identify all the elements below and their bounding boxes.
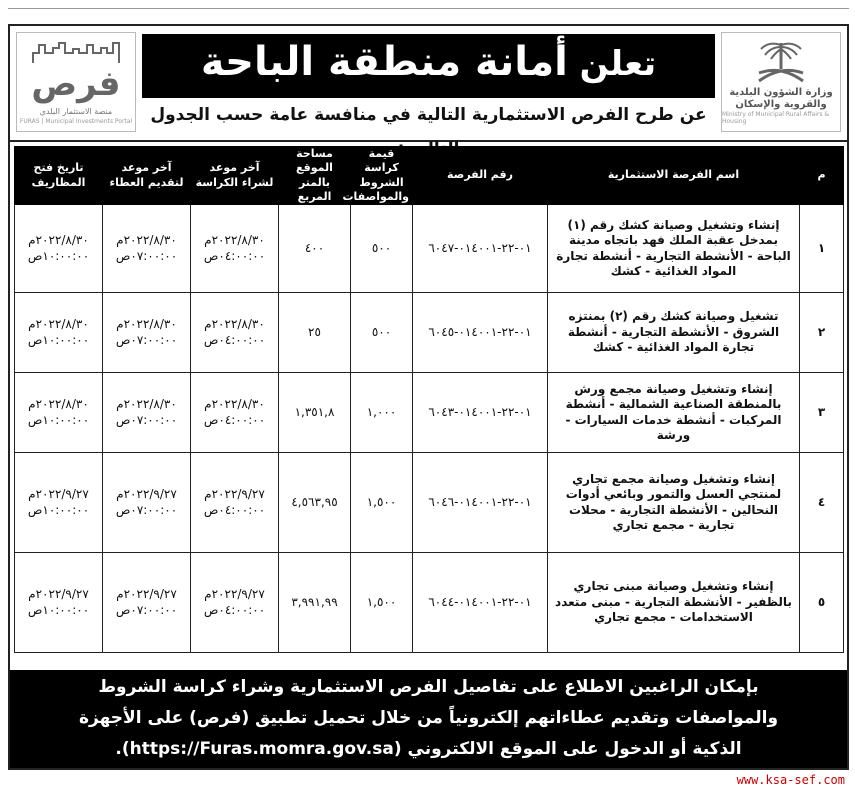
furas-logo-word: فرص (31, 64, 121, 104)
envelope-opening-date (15, 553, 103, 653)
column-header: اسم الفرصة الاستثمارية (548, 147, 800, 205)
site-area: ٣,٩٩١,٩٩ (279, 553, 351, 653)
row-number: ٥ (800, 553, 844, 653)
subtitle: عن طرح الفرص الاستثمارية التالية في منافسة عامة حسب الجدول (142, 98, 715, 132)
date-value: ٢٠٢٢/٨/٣٠م (204, 233, 265, 248)
date-value: ٢٠٢٢/٩/٢٧م (116, 487, 177, 502)
site-area: ١,٣٥١,٨ (279, 373, 351, 453)
booklet-price: ١,٥٠٠ (351, 453, 413, 553)
time-value: ١٠:٠٠:٠٠ص (27, 602, 90, 617)
site-area: ٢٥ (279, 293, 351, 373)
column-header: م (800, 147, 844, 205)
date-value: ٢٠٢٢/٨/٣٠م (116, 317, 177, 332)
table-row (15, 453, 844, 553)
booklet-deadline (191, 205, 279, 293)
submission-deadline (103, 373, 191, 453)
title-prefix: تعلن (579, 44, 657, 84)
date-value: ٢٠٢٢/٩/٢٧م (116, 587, 177, 602)
row-number: ١ (800, 205, 844, 293)
table-row (15, 293, 844, 373)
time-value: ٠٧:٠٠:٠٠ص (115, 332, 178, 347)
furas-logo (16, 32, 136, 132)
furas-logo-subtitle: منصة الاستثمار البلدي (39, 107, 113, 116)
opportunity-name: إنشاء وتشغيل وصيانة مبنى تجاري بالظفير - الأنشطة التجارية - مبنى متعدد الاستخدامات - مجمع تجاري (548, 553, 800, 653)
time-value: ٠٤:٠٠:٠٠ص (203, 502, 266, 517)
date-value: ٢٠٢٢/٨/٣٠م (28, 397, 89, 412)
footer-line: الذكية أو الدخول على الموقع الالكتروني (https://Furas.momra.gov.sa). (115, 739, 742, 759)
table-row (15, 205, 844, 293)
advertisement-frame (8, 24, 849, 770)
site-area: ٤,٥٦٣,٩٥ (279, 453, 351, 553)
booklet-deadline (191, 293, 279, 373)
date-value: ٢٠٢٢/٨/٣٠م (116, 233, 177, 248)
booklet-price: ١,٥٠٠ (351, 553, 413, 653)
ministry-name: وزارة الشؤون البلدية والقروية والإسكان (729, 87, 833, 110)
column-header: آخر موعد لتقديم العطاء (103, 147, 191, 205)
table-row (15, 553, 844, 653)
column-header: قيمة كراسة الشروط والمواصفات (351, 147, 413, 205)
palm-swords-emblem-icon (751, 39, 811, 85)
date-value: ٢٠٢٢/٩/٢٧م (28, 587, 89, 602)
submission-deadline (103, 205, 191, 293)
date-value: ٢٠٢٢/٨/٣٠م (204, 397, 265, 412)
footer-notice (10, 670, 847, 768)
title-main: أمانة منطقة الباحة (200, 39, 568, 85)
booklet-price: ٥٠٠ (351, 293, 413, 373)
furas-logo-subtitle-en: FURAS | Municipal Investments Portal (19, 118, 133, 125)
envelope-opening-date (15, 453, 103, 553)
column-header: تاريخ فتح المظاريف (15, 147, 103, 205)
ministry-name-en: Ministry of Municipal Rural Affairs & Housing (722, 111, 830, 125)
time-value: ٠٧:٠٠:٠٠ص (115, 248, 178, 263)
header (10, 26, 847, 142)
column-header: رقم الفرصة (413, 147, 548, 205)
site-area: ٤٠٠ (279, 205, 351, 293)
submission-deadline (103, 293, 191, 373)
time-value: ١٠:٠٠:٠٠ص (27, 332, 90, 347)
row-number: ٣ (800, 373, 844, 453)
time-value: ١٠:٠٠:٠٠ص (27, 502, 90, 517)
opportunity-name: تشغيل وصيانة كشك رقم (٢) بمنتزه الشروق - الأنشطة التجارية - أنشطة تجارة المواد الغذائية - كشك (548, 293, 800, 373)
column-header: آخر موعد لشراء الكراسة (191, 147, 279, 205)
date-value: ٢٠٢٢/٩/٢٧م (204, 587, 265, 602)
time-value: ٠٧:٠٠:٠٠ص (115, 412, 178, 427)
city-skyline-icon (31, 39, 121, 65)
opportunity-name: إنشاء وتشغيل وصيانة مجمع ورش بالمنطقة الصناعية الشمالية - أنشطة المركبات - أنشطة خدمات السيارات - ورشة (548, 373, 800, 453)
envelope-opening-date (15, 293, 103, 373)
date-value: ٢٠٢٢/٩/٢٧م (204, 487, 265, 502)
footer-line: بإمكان الراغبين الاطلاع على تفاصيل الفرص الاستثمارية وشراء كراسة الشروط (98, 677, 759, 697)
column-header: مساحة الموقع بالمتر المربع (279, 147, 351, 205)
row-number: ٤ (800, 453, 844, 553)
ministry-logo (721, 32, 841, 132)
table-header-row (15, 147, 844, 205)
time-value: ٠٤:٠٠:٠٠ص (203, 602, 266, 617)
title-banner (142, 34, 715, 132)
opportunities-table (14, 146, 844, 653)
footer-line: والمواصفات وتقديم عطاءاتهم إلكترونياً من خلال تحميل تطبيق (فرص) على الأجهزة (78, 708, 779, 728)
opportunity-number: ٠١-٢٢-٠١٤٠٠١-٦٠٤٦ (413, 453, 548, 553)
submission-deadline (103, 553, 191, 653)
time-value: ٠٤:٠٠:٠٠ص (203, 248, 266, 263)
time-value: ٠٤:٠٠:٠٠ص (203, 412, 266, 427)
date-value: ٢٠٢٢/٨/٣٠م (116, 397, 177, 412)
booklet-price: ٥٠٠ (351, 205, 413, 293)
page-title (142, 40, 715, 84)
envelope-opening-date (15, 373, 103, 453)
opportunity-number: ٠١-٢٢-٠١٤٠٠١-٦٠٤٧ (413, 205, 548, 293)
date-value: ٢٠٢٢/٨/٣٠م (204, 317, 265, 332)
booklet-price: ١,٠٠٠ (351, 373, 413, 453)
time-value: ٠٧:٠٠:٠٠ص (115, 502, 178, 517)
opportunity-number: ٠١-٢٢-٠١٤٠٠١-٦٠٤٤ (413, 553, 548, 653)
time-value: ٠٤:٠٠:٠٠ص (203, 332, 266, 347)
opportunity-number: ٠١-٢٢-٠١٤٠٠١-٦٠٤٣ (413, 373, 548, 453)
booklet-deadline (191, 553, 279, 653)
time-value: ٠٧:٠٠:٠٠ص (115, 602, 178, 617)
top-rule (8, 8, 849, 9)
date-value: ٢٠٢٢/٨/٣٠م (28, 233, 89, 248)
time-value: ١٠:٠٠:٠٠ص (27, 248, 90, 263)
opportunity-name: إنشاء وتشغيل وصيانة مجمع تجاري لمنتجي العسل والتمور وبائعي أدوات النحالين - الأنشطة التجارية - محلات تجارية - مجمع تجاري (548, 453, 800, 553)
opportunity-name: إنشاء وتشغيل وصيانة كشك رقم (١) بمدخل عقبة الملك فهد باتجاه مدينة الباحة - الأنشطة التجارية - أنشطة تجارة المواد الغذائية - كشك (548, 205, 800, 293)
envelope-opening-date (15, 205, 103, 293)
opportunity-number: ٠١-٢٢-٠١٤٠٠١-٦٠٤٥ (413, 293, 548, 373)
date-value: ٢٠٢٢/٩/٢٧م (28, 487, 89, 502)
booklet-deadline (191, 453, 279, 553)
row-number: ٢ (800, 293, 844, 373)
watermark-url: www.ksa-sef.com (736, 773, 845, 787)
booklet-deadline (191, 373, 279, 453)
table-row (15, 373, 844, 453)
submission-deadline (103, 453, 191, 553)
time-value: ١٠:٠٠:٠٠ص (27, 412, 90, 427)
date-value: ٢٠٢٢/٨/٣٠م (28, 317, 89, 332)
